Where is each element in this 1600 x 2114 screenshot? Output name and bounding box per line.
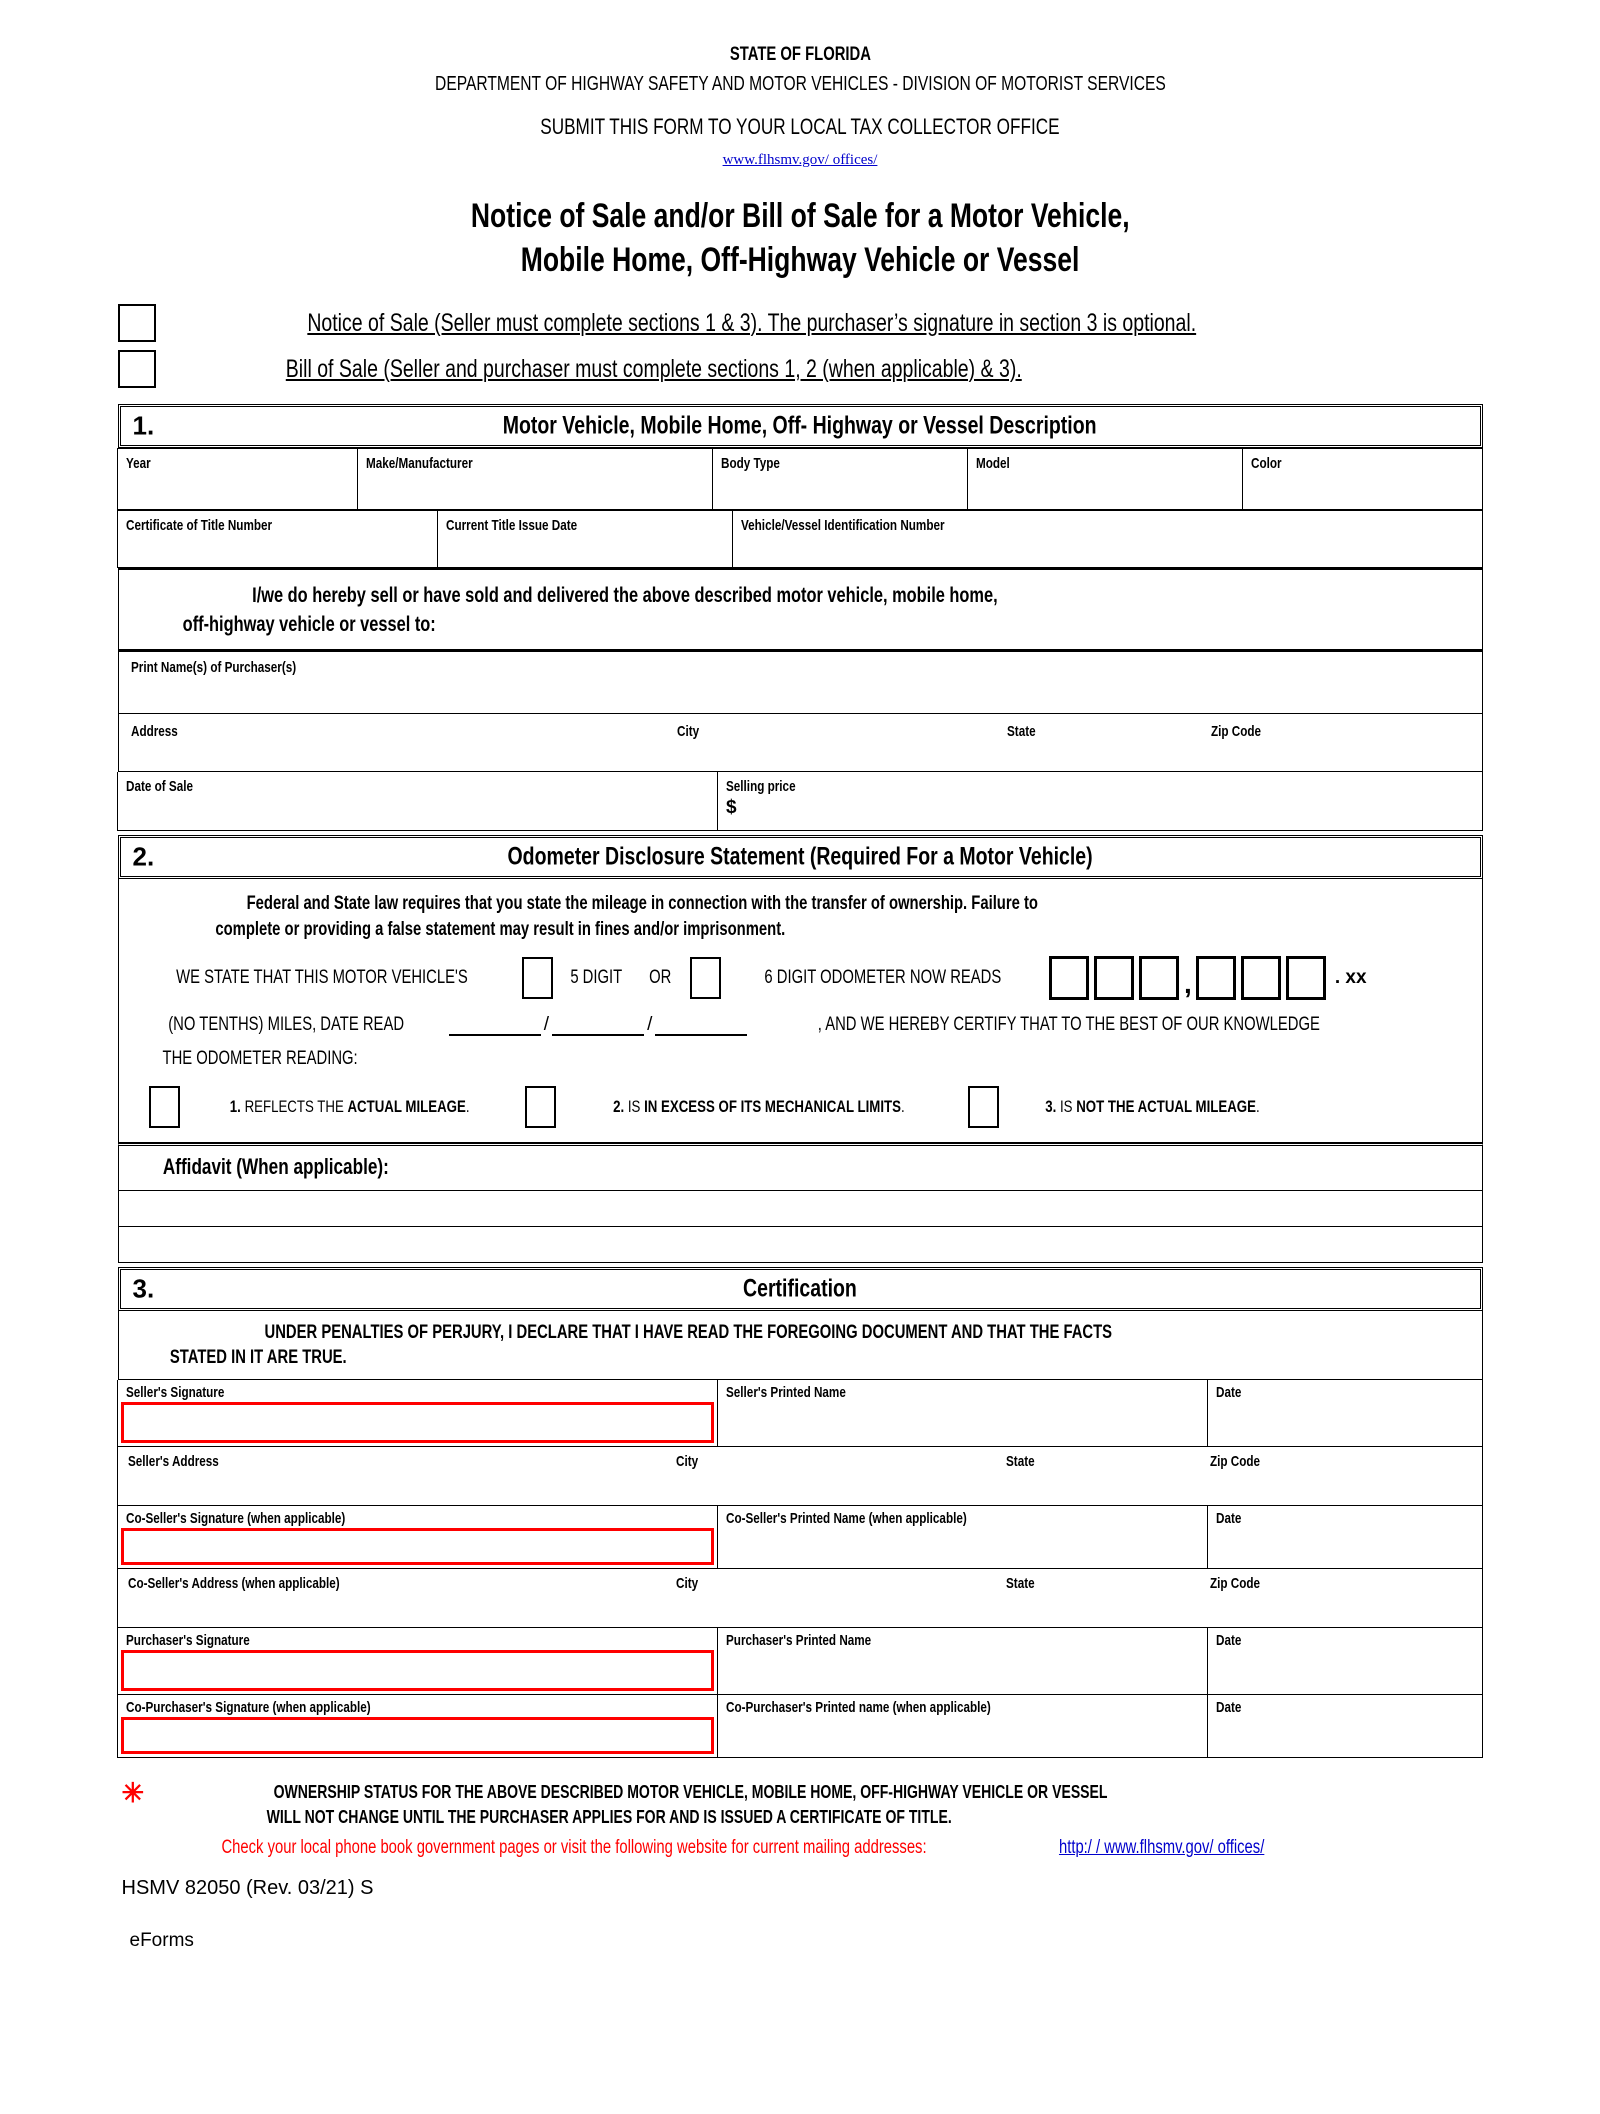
form-footer — [118, 1777, 1483, 1953]
label-purchaser-names: Print Name(s) of Purchaser(s) — [130, 659, 296, 677]
label-seller-city: City — [676, 1452, 699, 1470]
checkbox-6-digit[interactable] — [690, 957, 721, 999]
option-notice-of-sale-label — [182, 309, 1321, 338]
choice-1-text — [229, 1097, 469, 1117]
label-date-of-sale: Date of Sale — [126, 778, 193, 796]
choice-1-number: 1. — [229, 1097, 241, 1117]
affidavit-input-line-2[interactable] — [118, 1227, 1483, 1263]
title-info-table — [117, 510, 1483, 568]
department-heading-text: DEPARTMENT OF HIGHWAY SAFETY AND MOTOR VEHICLES - DIVISION OF MOTORIST SERVICES — [434, 73, 1166, 95]
mailing-address-link[interactable]: http:/ / www.flhsmv.gov/ offices/ — [1059, 1837, 1265, 1859]
label-or: OR — [648, 967, 672, 989]
date-sep-2: / — [647, 1014, 653, 1036]
option-notice-of-sale-text: Notice of Sale (Seller must complete sections 1 & 3). The purchaser’s signature in section 3 is optional. — [307, 308, 1197, 337]
choice-3-text — [1045, 1097, 1259, 1117]
department-heading — [0, 73, 1600, 96]
label-6-digit-reads: 6 DIGIT ODOMETER NOW READS — [764, 967, 1002, 989]
option-bill-of-sale-label — [182, 355, 1126, 384]
odometer-decimal-label: . xx — [1334, 967, 1367, 989]
choice-1-post: . — [465, 1097, 470, 1117]
field-purchaser-printed-name[interactable] — [718, 1627, 1208, 1694]
form-header — [0, 44, 1600, 169]
table-row — [118, 511, 1483, 568]
odometer-comma: , — [1184, 968, 1192, 999]
label-seller-date: Date — [1216, 1383, 1242, 1401]
field-seller-printed-name[interactable] — [718, 1380, 1208, 1447]
eforms-label: eForms — [129, 1930, 194, 1952]
page-title-line1: Notice of Sale and/or Bill of Sale for a Motor Vehicle, — [470, 197, 1130, 235]
section-1-number: 1. — [132, 410, 155, 441]
table-row — [118, 1446, 1483, 1505]
odometer-reading-line — [135, 956, 1466, 1000]
ownership-notice — [121, 1777, 1483, 1830]
checkbox-not-actual-mileage[interactable] — [968, 1086, 999, 1128]
field-purchaser-names[interactable] — [118, 650, 1483, 714]
section-1-header — [118, 404, 1483, 448]
perjury-line2: STATED IN IT ARE TRUE. — [169, 1347, 347, 1369]
ownership-notice-text — [156, 1780, 1225, 1830]
label-coseller-zip: Zip Code — [1210, 1574, 1261, 1592]
label-certificate-of-title-number: Certificate of Title Number — [126, 517, 273, 535]
odometer-digit-4[interactable] — [1196, 956, 1236, 1000]
label-body-type: Body Type — [721, 455, 780, 473]
odometer-intro-line2: complete or providing a false statement may result in fines and/or imprisonment. — [214, 918, 785, 940]
label-purchaser-date: Date — [1216, 1631, 1242, 1649]
sale-details-table — [117, 772, 1483, 831]
field-copurchaser-signature[interactable] — [118, 1694, 718, 1757]
odometer-disclosure-body — [118, 879, 1483, 1143]
section-2-number: 2. — [132, 841, 155, 872]
table-row — [118, 1627, 1483, 1694]
date-read-day-field[interactable] — [552, 1015, 644, 1036]
field-date-of-sale[interactable] — [118, 772, 718, 831]
label-selling-price: Selling price — [726, 778, 796, 796]
section-2-header — [118, 835, 1483, 879]
field-seller-signature[interactable] — [118, 1380, 718, 1447]
header-url-link[interactable]: www.flhsmv.gov/ offices/ — [722, 152, 878, 168]
page-title — [0, 195, 1600, 282]
mailing-address-note — [122, 1837, 1483, 1859]
table-row — [118, 1505, 1483, 1568]
asterisk-icon: ✳ — [121, 1777, 145, 1808]
table-row — [118, 449, 1483, 510]
choice-2-text — [613, 1097, 905, 1117]
odometer-intro-line1: Federal and State law requires that you state the mileage in connection with the transfer of ownership. Failure to — [246, 893, 1038, 915]
label-zip-code: Zip Code — [1210, 723, 1261, 741]
odometer-reading-label-line — [135, 1048, 1466, 1070]
form-type-options — [0, 300, 1600, 392]
label-vin: Vehicle/Vessel Identification Number — [741, 517, 945, 535]
choice-1-strong: ACTUAL MILEAGE — [346, 1097, 466, 1117]
option-notice-of-sale-row[interactable] — [118, 300, 1600, 346]
mailing-address-note-text: Check your local phone book government pages or visit the following website for current mailing addresses: — [220, 1837, 927, 1859]
no-tenths-label: (NO TENTHS) MILES, DATE READ — [167, 1014, 404, 1036]
choice-3-pre: IS — [1059, 1097, 1076, 1117]
label-copurchaser-signature: Co-Purchaser's Signature (when applicable) — [126, 1698, 371, 1716]
choice-3-strong: NOT THE ACTUAL MILEAGE — [1075, 1097, 1256, 1117]
seller-signature-highlight-box[interactable] — [121, 1402, 714, 1443]
vehicle-description-table — [117, 448, 1483, 510]
checkbox-5-digit[interactable] — [522, 957, 553, 999]
label-coseller-address: Co-Seller's Address (when applicable) — [128, 1574, 340, 1592]
label-seller-zip: Zip Code — [1210, 1452, 1261, 1470]
coseller-address-row[interactable] — [118, 1568, 1483, 1627]
table-row — [118, 1380, 1483, 1447]
choice-3-number: 3. — [1044, 1097, 1056, 1117]
table-row — [118, 772, 1483, 831]
field-purchaser-signature[interactable] — [118, 1627, 718, 1694]
label-seller-printed-name: Seller's Printed Name — [726, 1383, 846, 1401]
table-row — [118, 1694, 1483, 1757]
field-vin[interactable] — [733, 511, 1483, 568]
purchaser-address-row — [118, 714, 1483, 772]
label-seller-signature: Seller's Signature — [126, 1383, 225, 1401]
label-purchaser-printed-name: Purchaser's Printed Name — [726, 1631, 872, 1649]
label-city: City — [676, 723, 699, 741]
field-purchaser-date[interactable] — [1208, 1627, 1483, 1694]
field-certificate-of-title-number[interactable] — [118, 511, 438, 568]
label-current-title-issue-date: Current Title Issue Date — [446, 517, 578, 535]
certify-text: , AND WE HEREBY CERTIFY THAT TO THE BEST OF OUR KNOWLEDGE — [818, 1014, 1321, 1036]
label-coseller-signature: Co-Seller's Signature (when applicable) — [126, 1509, 346, 1527]
submit-instruction-text: SUBMIT THIS FORM TO YOUR LOCAL TAX COLLECTOR OFFICE — [540, 114, 1060, 139]
odometer-reading-label: THE ODOMETER READING: — [162, 1048, 358, 1070]
header-url[interactable] — [0, 152, 1600, 169]
checkbox-notice-of-sale[interactable] — [118, 304, 156, 342]
coseller-signature-highlight-box[interactable] — [121, 1528, 714, 1565]
field-color[interactable] — [1243, 449, 1483, 510]
label-seller-state: State — [1006, 1452, 1035, 1470]
option-bill-of-sale-row[interactable] — [118, 346, 1600, 392]
label-address: Address — [130, 723, 178, 741]
form-revision: HSMV 82050 (Rev. 03/21) S — [121, 1877, 374, 1900]
odometer-digit-5[interactable] — [1241, 956, 1281, 1000]
field-coseller-signature[interactable] — [118, 1505, 718, 1568]
odometer-digit-3[interactable] — [1139, 956, 1179, 1000]
checkbox-actual-mileage[interactable] — [149, 1086, 180, 1128]
field-copurchaser-printed-name[interactable] — [718, 1694, 1208, 1757]
ownership-notice-line2: WILL NOT CHANGE UNTIL THE PURCHASER APPLIES FOR AND IS ISSUED A CERTIFICATE OF TITLE. — [266, 1806, 952, 1827]
submit-instruction — [0, 114, 1600, 140]
odometer-digit-1[interactable] — [1049, 956, 1089, 1000]
field-copurchaser-date[interactable] — [1208, 1694, 1483, 1757]
odometer-digit-6[interactable] — [1286, 956, 1326, 1000]
field-year[interactable] — [118, 449, 358, 510]
label-state: State — [1006, 723, 1036, 741]
field-selling-price[interactable] — [718, 772, 1483, 831]
option-bill-of-sale-text: Bill of Sale (Seller and purchaser must complete sections 1, 2 (when applicable) & 3). — [285, 354, 1022, 383]
section-3-title: Certification — [743, 1274, 857, 1303]
label-seller-address: Seller's Address — [128, 1452, 219, 1470]
section-3-header — [118, 1267, 1483, 1311]
copurchaser-signature-highlight-box[interactable] — [121, 1717, 714, 1754]
field-make[interactable] — [358, 449, 713, 510]
section-1-title: Motor Vehicle, Mobile Home, Off- Highway or Vessel Description — [503, 411, 1097, 440]
field-body-type[interactable] — [713, 449, 968, 510]
field-coseller-date[interactable] — [1208, 1505, 1483, 1568]
perjury-statement — [118, 1311, 1483, 1379]
section-3-number: 3. — [132, 1273, 155, 1304]
sell-statement-line1: I/we do hereby sell or have sold and delivered the above described motor vehicle, mobile home, — [251, 584, 998, 608]
label-5-digit: 5 DIGIT — [570, 967, 623, 989]
label-copurchaser-date: Date — [1216, 1698, 1242, 1716]
sell-statement — [118, 568, 1483, 650]
odometer-statement-text: WE STATE THAT THIS MOTOR VEHICLE'S — [175, 967, 468, 989]
date-read-year-field[interactable] — [655, 1015, 747, 1036]
section-2-title-wrap — [121, 843, 1480, 872]
odometer-date-line — [135, 1014, 1466, 1036]
date-read-month-field[interactable] — [449, 1015, 541, 1036]
page-title-line2: Mobile Home, Off-Highway Vehicle or Vessel — [520, 240, 1080, 279]
form-page — [0, 44, 1600, 2114]
table-row — [118, 1568, 1483, 1627]
affidavit-input-line-1[interactable] — [118, 1191, 1483, 1227]
label-make: Make/Manufacturer — [366, 455, 473, 473]
label-copurchaser-printed-name: Co-Purchaser's Printed name (when applicable) — [726, 1698, 991, 1716]
field-coseller-printed-name[interactable] — [718, 1505, 1208, 1568]
label-purchaser-signature: Purchaser's Signature — [126, 1631, 250, 1649]
perjury-line1: UNDER PENALTIES OF PERJURY, I DECLARE THAT I HAVE READ THE FOREGOING DOCUMENT AND THAT THE FACTS — [264, 1322, 1112, 1344]
label-coseller-date: Date — [1216, 1509, 1242, 1527]
label-coseller-city: City — [676, 1574, 699, 1592]
seller-address-row[interactable] — [118, 1446, 1483, 1505]
checkbox-excess-mechanical-limits[interactable] — [525, 1086, 556, 1128]
odometer-intro — [135, 891, 1466, 942]
section-2-title: Odometer Disclosure Statement (Required For a Motor Vehicle) — [507, 842, 1093, 871]
odometer-choices-row — [135, 1086, 1466, 1128]
section-1-title-wrap — [121, 412, 1480, 441]
section-3-title-wrap — [121, 1275, 1480, 1304]
field-seller-date[interactable] — [1208, 1380, 1483, 1447]
date-sep-1: / — [543, 1014, 550, 1036]
affidavit-label: Affidavit (When applicable): — [162, 1154, 389, 1180]
choice-2-pre: IS — [627, 1097, 644, 1117]
ownership-notice-line1: OWNERSHIP STATUS FOR THE ABOVE DESCRIBED MOTOR VEHICLE, MOBILE HOME, OFF-HIGHWAY VEHICLE OR VESSEL — [273, 1781, 1108, 1802]
choice-2-number: 2. — [612, 1097, 625, 1117]
label-color: Color — [1251, 455, 1282, 473]
odometer-digit-2[interactable] — [1094, 956, 1134, 1000]
label-coseller-state: State — [1006, 1574, 1035, 1592]
field-model[interactable] — [968, 449, 1243, 510]
currency-symbol: $ — [726, 797, 737, 819]
label-model: Model — [976, 455, 1010, 473]
affidavit-label-row — [118, 1143, 1483, 1191]
field-current-title-issue-date[interactable] — [438, 511, 733, 568]
label-coseller-printed-name: Co-Seller's Printed Name (when applicable) — [726, 1509, 967, 1527]
state-heading — [0, 44, 1600, 66]
certification-signature-table — [117, 1380, 1483, 1758]
checkbox-bill-of-sale[interactable] — [118, 350, 156, 388]
sell-statement-line2: off-highway vehicle or vessel to: — [182, 612, 436, 636]
label-year: Year — [126, 455, 151, 473]
choice-1-pre: REFLECTS THE — [244, 1097, 347, 1117]
choice-3-post: . — [1255, 1097, 1260, 1117]
choice-2-strong: IN EXCESS OF ITS MECHANICAL LIMITS — [643, 1097, 901, 1117]
purchaser-signature-highlight-box[interactable] — [121, 1650, 714, 1691]
choice-2-post: . — [900, 1097, 905, 1117]
state-heading-text: STATE OF FLORIDA — [729, 44, 871, 65]
